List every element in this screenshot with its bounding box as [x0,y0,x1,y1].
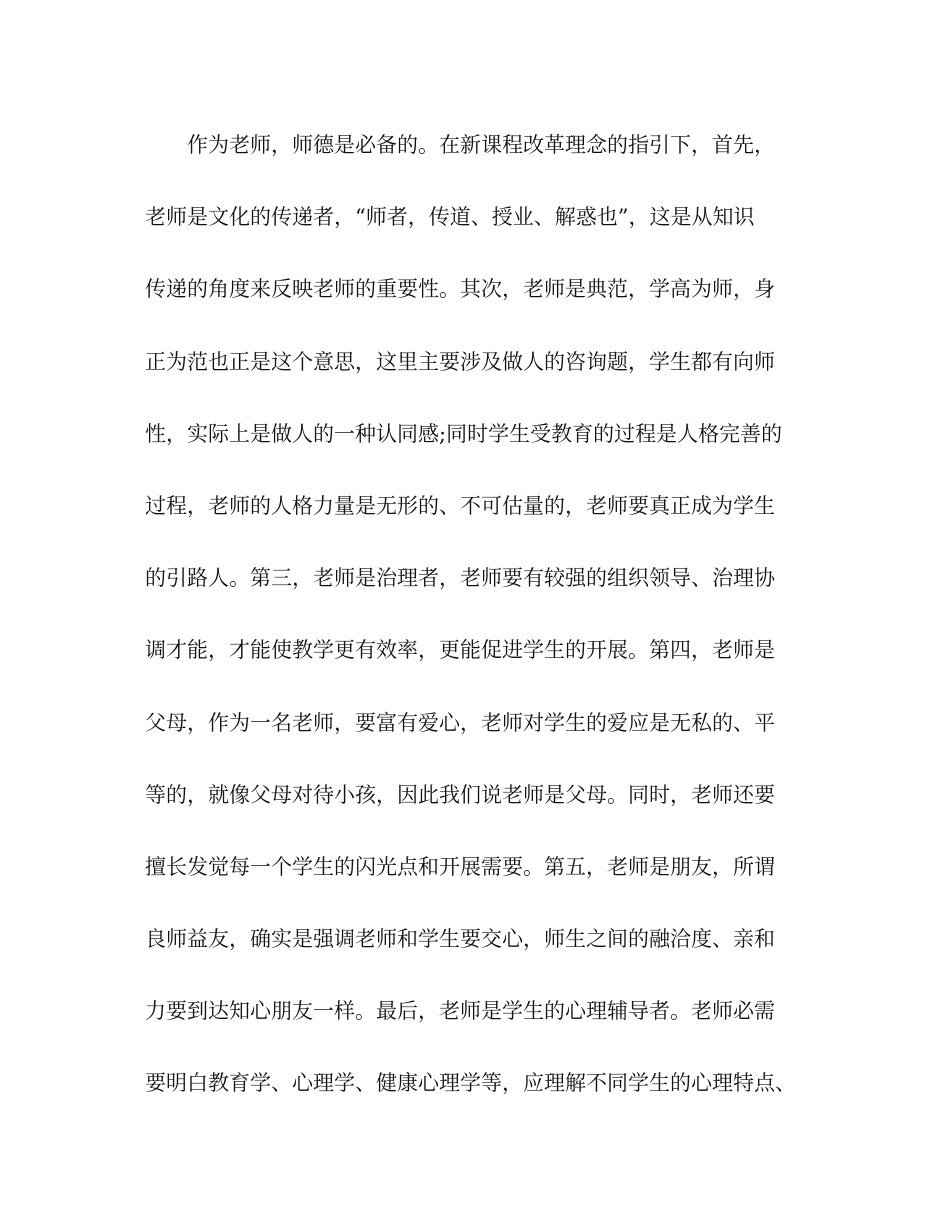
text-line: 擅长发觉每一个学生的闪光点和开展需要。第五，老师是朋友，所谓 [145,854,775,879]
text-line: 等的，就像父母对待小孩，因此我们说老师是父母。同时，老师还要 [145,782,775,807]
body-paragraph [145,126,825,1137]
text-line: 作为老师，师德是必备的。在新课程改革理念的指引下，首先， [187,133,775,157]
text-line: 正为范也正是这个意思，这里主要涉及做人的咨询题，学生都有向师 [145,349,775,374]
text-line: 要明白教育学、心理学、健康心理学等，应理解不同学生的心理特点、 [145,1071,796,1096]
text-line: 良师益友，确实是强调老师和学生要交心，师生之间的融洽度、亲和 [145,927,775,952]
text-line: 过程，老师的人格力量是无形的、不可估量的，老师要真正成为学生 [145,493,775,518]
text-line: 老师是文化的传递者，“师者，传道、授业、解惑也”，这是从知识 [145,205,755,230]
text-line: 调才能，才能使教学更有效率，更能促进学生的开展。第四，老师是 [145,638,775,663]
text-line: 性，实际上是做人的一种认同感;同时学生受教育的过程是人格完善的 [145,421,783,446]
text-line: 的引路人。第三，老师是治理者，老师要有较强的组织领导、治理协 [145,566,775,591]
text-line: 力要到达知心朋友一样。最后，老师是学生的心理辅导者。老师必需 [145,999,775,1024]
text-line: 传递的角度来反映老师的重要性。其次，老师是典范，学高为师，身 [145,277,775,302]
text-line: 父母，作为一名老师，要富有爱心，老师对学生的爱应是无私的、平 [145,710,775,735]
